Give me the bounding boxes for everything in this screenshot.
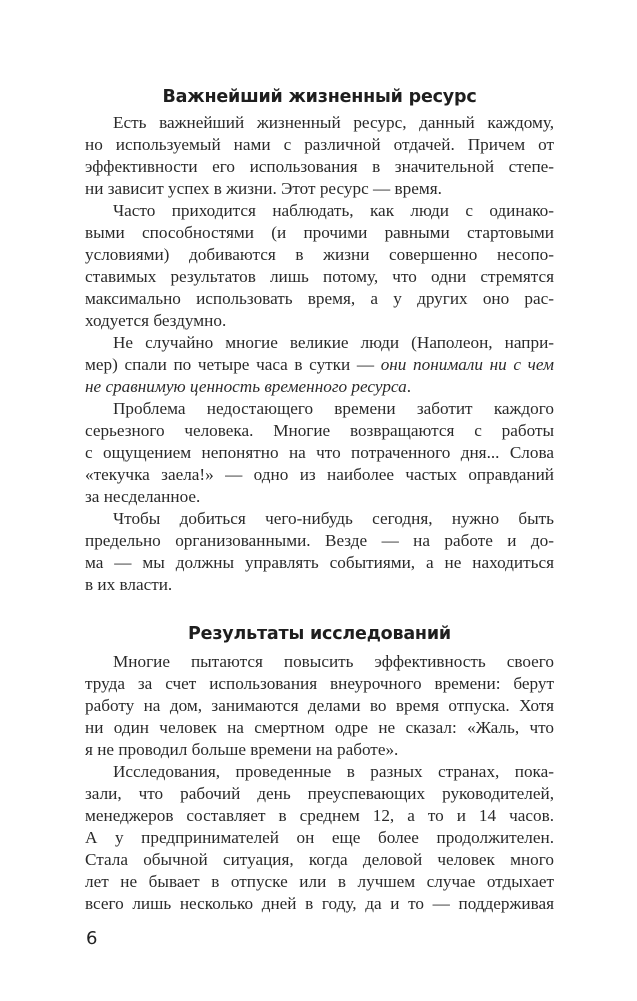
text-line: Часто приходится наблюдать, как люди с одинако-: [113, 201, 554, 220]
paragraph: [85, 508, 554, 596]
text-line: менеджеров составляет в среднем 12, а то и 14 часов.: [85, 806, 554, 825]
text-line: я не проводил больше времени на работе».: [85, 740, 399, 759]
page-number: 6: [86, 928, 98, 949]
text-line: с ощущением непонятно на что потраченного дня... Слова: [85, 443, 554, 462]
paragraph: [85, 398, 554, 508]
text-line: в их власти.: [85, 575, 173, 594]
text-line: но используемый нами с различной отдачей. Причем от: [85, 135, 554, 154]
text-line: Стала обычной ситуация, когда деловой человек много: [85, 850, 554, 869]
text-line: за несделанное.: [85, 487, 201, 506]
text-line: ставимых результатов лишь потому, что одни стремятся: [85, 267, 554, 286]
text-line: зали, что рабочий день преуспевающих руководителей,: [85, 784, 554, 803]
text-line: работу на дом, занимаются делами во время отпуска. Хотя: [85, 696, 554, 715]
text-line: Проблема недостающего времени заботит каждого: [113, 399, 554, 418]
paragraph: [85, 112, 554, 200]
text-line: мер) спали по четыре часа в сутки — они понимали ни с чем: [85, 355, 554, 374]
emphasis-text: они понимали ни с чем: [380, 355, 554, 374]
text-line: предельно организованными. Везде — на работе и до-: [85, 531, 554, 550]
paragraph: [85, 332, 554, 398]
text-line: ни один человек на смертном одре не сказал: «Жаль, что: [85, 718, 554, 737]
text-line: Чтобы добиться чего-нибудь сегодня, нужно быть: [113, 509, 554, 528]
text-line: Многие пытаются повысить эффективность своего: [113, 652, 554, 671]
text-line: Не случайно многие великие люди (Наполеон, напри-: [113, 333, 554, 352]
text-line: труда за счет использования внеурочного времени: берут: [85, 674, 554, 693]
emphasis-text: не сравнимую ценность временного ресурса: [85, 377, 407, 396]
section-body-1: [85, 112, 554, 596]
text-line: «текучка заела!» — одно из наиболее частых оправданий: [85, 465, 554, 484]
paragraph: [85, 651, 554, 761]
text-line: ходуется бездумно.: [85, 311, 227, 330]
paragraph: [85, 200, 554, 332]
text-line: максимально использовать время, а у других оно рас-: [85, 289, 554, 308]
text-line: всего лишь несколько дней в году, да и то — поддерживая: [85, 894, 554, 913]
text-line: Есть важнейший жизненный ресурс, данный каждому,: [113, 113, 554, 132]
text-line: не сравнимую ценность временного ресурса.: [85, 377, 411, 396]
text-line: ма — мы должны управлять событиями, а не находиться: [85, 553, 554, 572]
text-line: Исследования, проведенные в разных странах, пока-: [113, 762, 554, 781]
text-line: выми способностями (и прочими равными стартовыми: [85, 223, 554, 242]
text-line: условиями) добиваются в жизни совершенно несопо-: [85, 245, 554, 264]
section-heading-2: Результаты исследований: [188, 624, 451, 644]
section-body-2: [85, 651, 554, 915]
paragraph: [85, 761, 554, 915]
text-line: А у предпринимателей он еще более продолжителен.: [85, 828, 554, 847]
text-line: эффективности его использования в значительной степе-: [85, 157, 554, 176]
book-page: [85, 85, 554, 915]
text-line: ни зависит успех в жизни. Этот ресурс — время.: [85, 179, 442, 198]
section-heading-1: Важнейший жизненный ресурс: [162, 87, 477, 107]
text-line: серьезного человека. Многие возвращаются с работы: [85, 421, 554, 440]
text-line: лет не бывает в отпуске или в лучшем случае отдыхает: [85, 872, 554, 891]
